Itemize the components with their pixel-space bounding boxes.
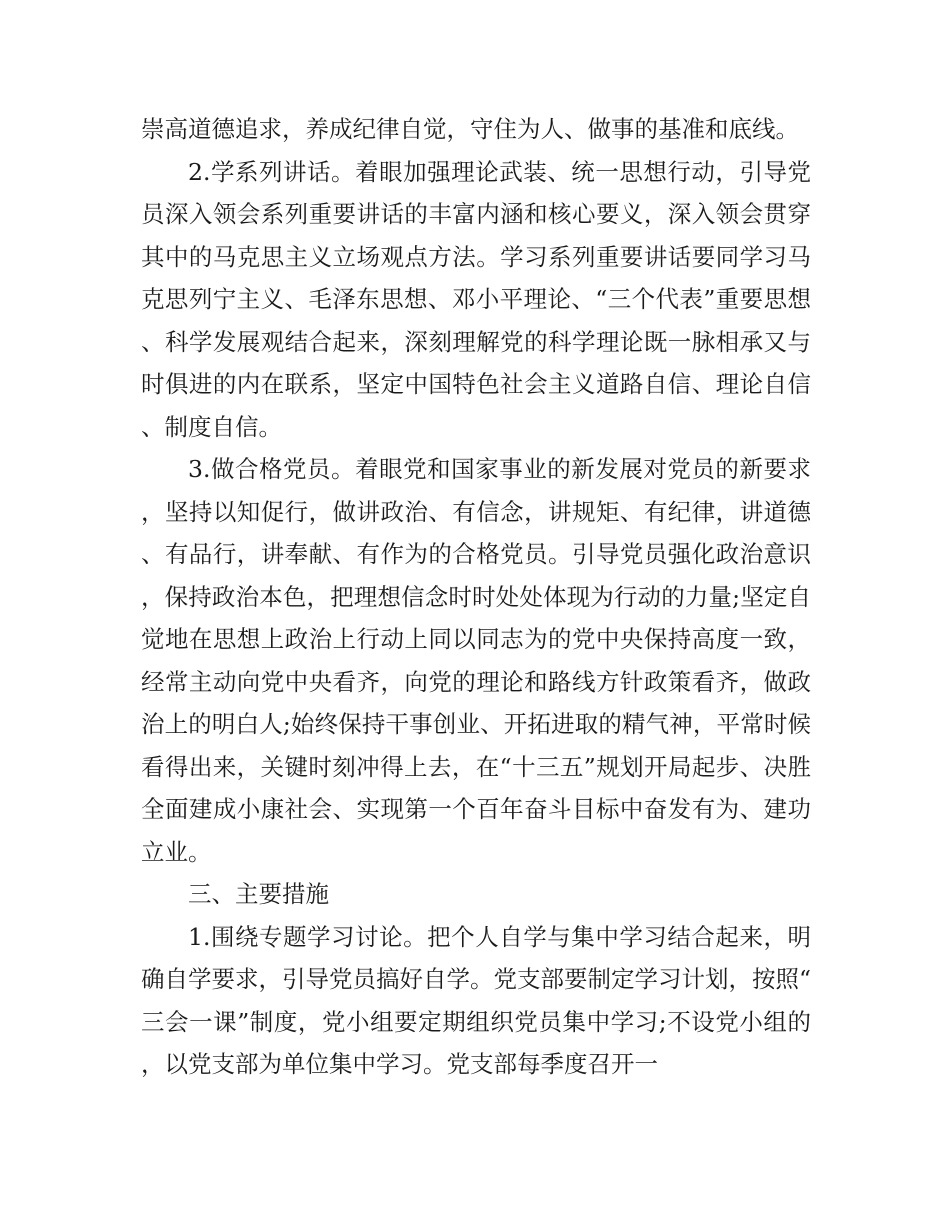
paragraph-item-3-qualified-member: 3.做合格党员。着眼党和国家事业的新发展对党员的新要求，坚持以知促行，做讲政治、有信念，讲规矩、有纪律，讲道德、有品行，讲奉献、有作为的合格党员。引导党员强化政治意识，保持政治本色，把理想信念时时处处体现为行动的力量;坚定自觉地在思想上政治上行动上同以同志为的党中央保持高度一致，经常主动向党中央看齐，向党的理论和路线方针政策看齐，做政治上的明白人;始终保持干事创业、开拓进取的精气神，平常时候看得出来，关键时刻冲得上去，在“十三五”规划开局起步、决胜全面建成小康社会、实现第一个百年奋斗目标中奋发有为、建功立业。 — [141, 455, 811, 866]
paragraph-item-2-study-speeches: 2.学系列讲话。着眼加强理论武装、统一思想行动，引导党员深入领会系列重要讲话的丰富内涵和核心要义，深入领会贯穿其中的马克思主义立场观点方法。学习系列重要讲话要同学习马克思列宁主义、毛泽东思想、邓小平理论、“三个代表”重要思想、科学发展观结合起来，深刻理解党的科学理论既一脉相承又与时俱进的内在联系，坚定中国特色社会主义道路自信、理论自信、制度自信。 — [141, 157, 811, 441]
paragraph-measure-1-study-discussion: 1.围绕专题学习讨论。把个人自学与集中学习结合起来，明确自学要求，引导党员搞好自学。党支部要制定学习计划，按照“三会一课”制度，党小组要定期组织党员集中学习;不设党小组的，以党支部为单位集中学习。党支部每季度召开一 — [141, 922, 812, 1078]
document-body — [141, 108, 811, 1086]
section-heading-main-measures: 三、主要措施 — [188, 880, 329, 908]
paragraph-continued: 崇高道德追求，养成纪律自觉，守住为人、做事的基准和底线。 — [141, 115, 799, 143]
